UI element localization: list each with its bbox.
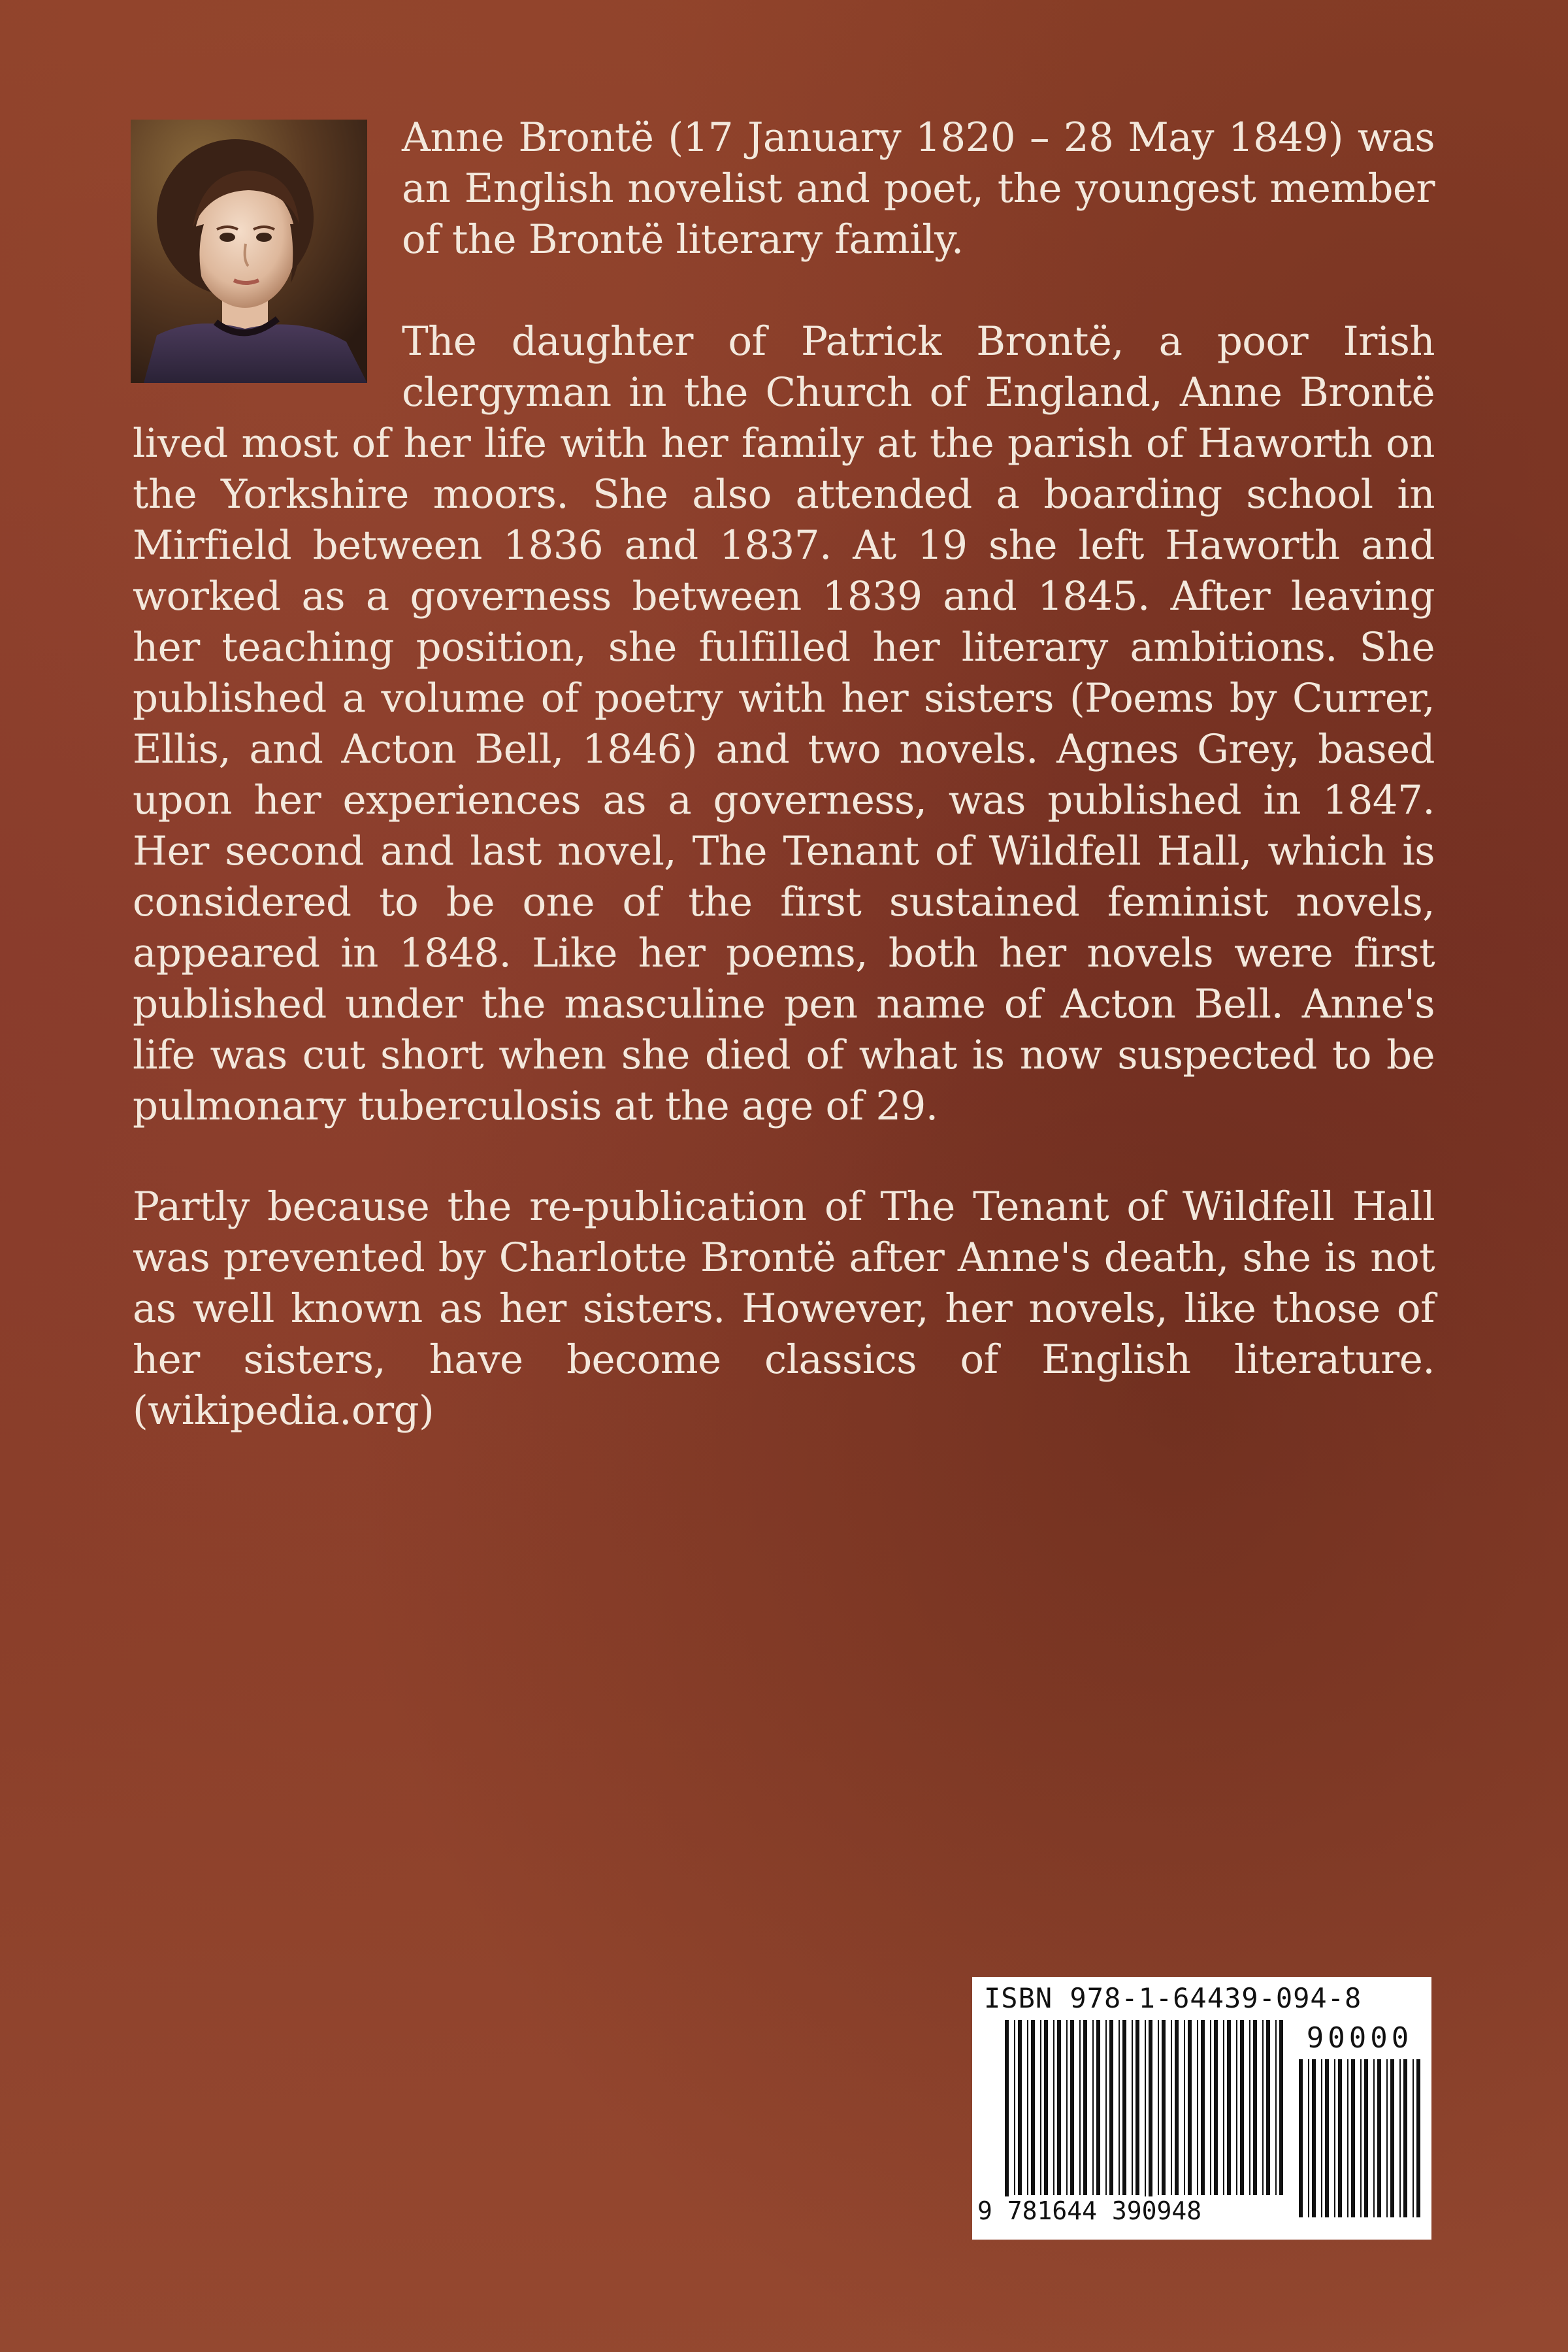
barcode-bar — [1399, 2059, 1401, 2217]
portrait-text-wrap-spacer — [133, 112, 402, 400]
barcode-bar — [1308, 2059, 1309, 2217]
isbn-barcode — [972, 1977, 1431, 2240]
barcode-bar — [1386, 2059, 1388, 2217]
barcode-bar — [1360, 2059, 1362, 2217]
barcode-bar — [1053, 2020, 1054, 2195]
bio-paragraph-1: Anne Brontë (17 January 1820 – 28 May 1849) was an English novelist and poet, the youngest member of the Brontë literary family. — [402, 114, 1435, 263]
barcode-bar — [1416, 2059, 1420, 2217]
barcode-bar — [1266, 2020, 1270, 2195]
barcode-bar — [1214, 2020, 1218, 2195]
barcode-bar — [1334, 2059, 1335, 2217]
barcode-bar — [1240, 2020, 1244, 2195]
barcode-bar — [1057, 2020, 1061, 2195]
barcode-bar — [1249, 2020, 1250, 2195]
barcode-bar — [1364, 2059, 1368, 2217]
barcode-bar — [1279, 2020, 1283, 2195]
barcode-bar — [1413, 2059, 1414, 2217]
barcode-bar — [1253, 2020, 1257, 2195]
barcode-bar — [1390, 2059, 1394, 2217]
barcode-bar — [1373, 2059, 1375, 2217]
barcode-bar — [1275, 2020, 1277, 2195]
barcode-bar — [1184, 2020, 1185, 2195]
barcode-bar — [1325, 2059, 1329, 2217]
ean-digits: 9 781644 390948 — [977, 2196, 1202, 2225]
barcode-bar — [1338, 2059, 1342, 2217]
barcode-bar — [1347, 2059, 1348, 2217]
barcode-bar — [1223, 2020, 1224, 2195]
bio-paragraph-3: Partly because the re-publication of The Tenant of Wildfell Hall was prevented by Charlotte Brontë after Anne's death, she is not as well known as her sisters. However, her novels, like those of her sisters, have become classics of English literature. (wikipedia.org) — [133, 1184, 1435, 1434]
barcode-bar — [1044, 2020, 1048, 2195]
author-biography — [133, 112, 1435, 1436]
barcode-bar — [1171, 2020, 1172, 2195]
barcode-bar — [1377, 2059, 1381, 2217]
barcode-bar — [1096, 2020, 1100, 2195]
bio-paragraph-2: The daughter of Patrick Brontë, a poor Irish clergyman in the Church of England, Anne Brontë lived most of her life with her family at the parish of Haworth on the Yorkshire moors. She also attended a boarding school in Mirfield between 1836 and 1837. At 19 she left Haworth and worked as a governess between 1839 and 1845. After leaving her teaching position, she fulfilled her literary ambitions. She published a volume of poetry with her sisters (Poems by Currer, Ellis, and Acton Bell, 1846) and two novels. Agnes Grey, based upon her experiences as a governess, was published in 1847. Her second and last novel, The Tenant of Wildfell Hall, which is considered to be one of the first sustained feminist novels, appeared in 1848. Like her poems, both her novels were first published under the masculine pen name of Acton Bell. Anne's life was cut short when she died of what is now suspected to be pulmonary tuberculosis at the age of 29. — [133, 318, 1435, 1129]
ean-barcode-bars — [1005, 2020, 1287, 2210]
isbn-label: ISBN 978-1-64439-094-8 — [984, 1982, 1362, 2014]
barcode-bar — [1351, 2059, 1355, 2217]
barcode-bar — [1105, 2020, 1107, 2195]
barcode-bar — [1197, 2020, 1198, 2195]
barcode-bar — [1262, 2020, 1264, 2195]
barcode-bar — [1135, 2020, 1139, 2195]
price-code: 90000 — [1306, 2021, 1413, 2055]
barcode-bar — [1066, 2020, 1068, 2195]
barcode-bar — [1188, 2020, 1192, 2195]
barcode-bar — [1005, 2020, 1009, 2210]
barcode-bar — [1321, 2059, 1322, 2217]
barcode-bar — [1122, 2020, 1126, 2195]
barcode-bar — [1018, 2020, 1022, 2195]
barcode-bar — [1027, 2020, 1028, 2195]
barcode-bar — [1083, 2020, 1087, 2195]
addon-barcode-bars — [1299, 2059, 1420, 2217]
barcode-bar — [1092, 2020, 1094, 2195]
barcode-bar — [1299, 2059, 1303, 2217]
barcode-bar — [1158, 2020, 1159, 2195]
barcode-bar — [1119, 2020, 1120, 2195]
barcode-bar — [1162, 2020, 1166, 2195]
barcode-bar — [1227, 2020, 1231, 2195]
barcode-bar — [1210, 2020, 1211, 2195]
barcode-bar — [1040, 2020, 1041, 2195]
barcode-bar — [1201, 2020, 1205, 2195]
barcode-bar — [1109, 2020, 1113, 2195]
barcode-bar — [1070, 2020, 1074, 2195]
barcode-bar — [1031, 2020, 1035, 2195]
barcode-bar — [1403, 2059, 1407, 2217]
barcode-bar — [1079, 2020, 1081, 2195]
barcode-bar — [1014, 2020, 1015, 2195]
barcode-bar — [1145, 2020, 1146, 2210]
barcode-bar — [1149, 2020, 1152, 2210]
barcode-bar — [1236, 2020, 1237, 2195]
barcode-bar — [1312, 2059, 1316, 2217]
barcode-bar — [1175, 2020, 1179, 2195]
barcode-bar — [1132, 2020, 1133, 2195]
